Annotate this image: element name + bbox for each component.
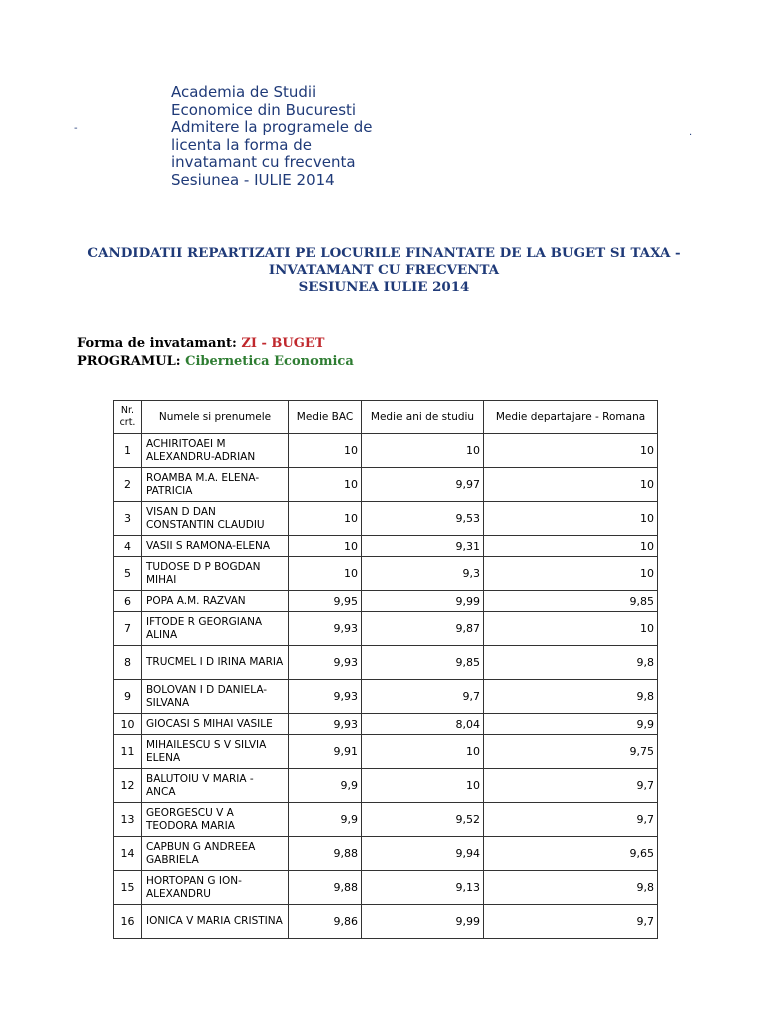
cell-bac: 10 xyxy=(289,536,362,557)
cell-ani: 9,13 xyxy=(362,871,484,905)
institution-header xyxy=(171,84,411,190)
cell-dep: 10 xyxy=(484,536,658,557)
cell-bac: 9,88 xyxy=(289,871,362,905)
cell-dep: 9,8 xyxy=(484,871,658,905)
study-form-label: Forma de invatamant: xyxy=(77,336,242,351)
cell-nr: 12 xyxy=(114,769,142,803)
cell-name: VISAN D DAN CONSTANTIN CLAUDIU xyxy=(142,502,289,536)
cell-name: GIOCASI S MIHAI VASILE xyxy=(142,714,289,735)
program xyxy=(77,354,354,369)
column-header-bac: Medie BAC xyxy=(289,401,362,434)
cell-nr: 8 xyxy=(114,646,142,680)
title-line-2: INVATAMANT CU FRECVENTA xyxy=(268,262,500,278)
header-line: Academia de Studii xyxy=(171,83,317,101)
table-header-row xyxy=(114,401,658,434)
study-form xyxy=(77,336,324,351)
cell-dep: 9,75 xyxy=(484,735,658,769)
study-form-value: ZI - BUGET xyxy=(241,336,325,351)
cell-dep: 9,8 xyxy=(484,680,658,714)
cell-dep: 9,85 xyxy=(484,591,658,612)
cell-dep: 10 xyxy=(484,468,658,502)
cell-name: IONICA V MARIA CRISTINA xyxy=(142,905,289,939)
table-row xyxy=(114,680,658,714)
page-title xyxy=(60,245,708,296)
cell-nr: 6 xyxy=(114,591,142,612)
cell-ani: 9,85 xyxy=(362,646,484,680)
cell-nr: 2 xyxy=(114,468,142,502)
header-line: Sesiunea - IULIE 2014 xyxy=(171,170,335,189)
cell-name: TRUCMEL I D IRINA MARIA xyxy=(142,646,289,680)
cell-name: HORTOPAN G ION-ALEXANDRU xyxy=(142,871,289,905)
table-row xyxy=(114,434,658,468)
cell-ani: 9,53 xyxy=(362,502,484,536)
cell-name: BOLOVAN I D DANIELA-SILVANA xyxy=(142,680,289,714)
cell-bac: 9,9 xyxy=(289,803,362,837)
cell-nr: 7 xyxy=(114,612,142,646)
cell-bac: 9,9 xyxy=(289,769,362,803)
table-row xyxy=(114,735,658,769)
cell-bac: 10 xyxy=(289,434,362,468)
table-row xyxy=(114,557,658,591)
cell-name: MIHAILESCU S V SILVIA ELENA xyxy=(142,735,289,769)
cell-nr: 4 xyxy=(114,536,142,557)
title-line-1: CANDIDATII REPARTIZATI PE LOCURILE FINANTATE DE LA BUGET SI TAXA - xyxy=(87,245,681,261)
cell-name: POPA A.M. RAZVAN xyxy=(142,591,289,612)
cell-ani: 9,31 xyxy=(362,536,484,557)
cell-bac: 10 xyxy=(289,502,362,536)
cell-dep: 9,65 xyxy=(484,837,658,871)
cell-dep: 10 xyxy=(484,502,658,536)
cell-bac: 9,93 xyxy=(289,612,362,646)
cell-bac: 10 xyxy=(289,468,362,502)
cell-dep: 9,8 xyxy=(484,646,658,680)
cell-name: IFTODE R GEORGIANA ALINA xyxy=(142,612,289,646)
cell-ani: 9,97 xyxy=(362,468,484,502)
header-line: licenta la forma de xyxy=(171,135,312,154)
cell-dep: 9,7 xyxy=(484,905,658,939)
cell-dep: 9,7 xyxy=(484,803,658,837)
cell-dep: 9,7 xyxy=(484,769,658,803)
cell-name: CAPBUN G ANDREEA GABRIELA xyxy=(142,837,289,871)
cell-ani: 9,99 xyxy=(362,591,484,612)
cell-bac: 9,93 xyxy=(289,714,362,735)
table-row xyxy=(114,536,658,557)
cell-name: ROAMBA M.A. ELENA-PATRICIA xyxy=(142,468,289,502)
cell-nr: 14 xyxy=(114,837,142,871)
table-row xyxy=(114,837,658,871)
cell-bac: 9,86 xyxy=(289,905,362,939)
cell-nr: 1 xyxy=(114,434,142,468)
column-header-nr: Nr. crt. xyxy=(114,401,142,434)
cell-nr: 13 xyxy=(114,803,142,837)
cell-bac: 9,93 xyxy=(289,680,362,714)
cell-nr: 10 xyxy=(114,714,142,735)
table-row xyxy=(114,612,658,646)
cell-nr: 11 xyxy=(114,735,142,769)
cell-ani: 9,3 xyxy=(362,557,484,591)
cell-ani: 10 xyxy=(362,735,484,769)
program-label: PROGRAMUL: xyxy=(77,354,186,369)
cell-name: BALUTOIU V MARIA - ANCA xyxy=(142,769,289,803)
table-row xyxy=(114,646,658,680)
program-value: Cibernetica Economica xyxy=(185,354,354,369)
cell-ani: 8,04 xyxy=(362,714,484,735)
cell-nr: 16 xyxy=(114,905,142,939)
table-row xyxy=(114,714,658,735)
table-row xyxy=(114,803,658,837)
header-line: Admitere la programele de xyxy=(171,118,373,137)
cell-dep: 10 xyxy=(484,434,658,468)
column-header-name: Numele si prenumele xyxy=(142,401,289,434)
table-row xyxy=(114,871,658,905)
table-row xyxy=(114,502,658,536)
table-row xyxy=(114,905,658,939)
cell-name: VASII S RAMONA-ELENA xyxy=(142,536,289,557)
cell-ani: 9,7 xyxy=(362,680,484,714)
cell-bac: 10 xyxy=(289,557,362,591)
cell-bac: 9,88 xyxy=(289,837,362,871)
cell-ani: 10 xyxy=(362,434,484,468)
cell-name: TUDOSE D P BOGDAN MIHAI xyxy=(142,557,289,591)
table-row xyxy=(114,769,658,803)
header-line: Economice din Bucuresti xyxy=(171,100,357,119)
cell-ani: 9,87 xyxy=(362,612,484,646)
cell-ani: 9,94 xyxy=(362,837,484,871)
table-row xyxy=(114,468,658,502)
cell-bac: 9,91 xyxy=(289,735,362,769)
header-dash-mark: - xyxy=(74,123,78,134)
cell-nr: 3 xyxy=(114,502,142,536)
cell-name: ACHIRITOAEI M ALEXANDRU-ADRIAN xyxy=(142,434,289,468)
cell-ani: 10 xyxy=(362,769,484,803)
header-line: invatamant cu frecventa xyxy=(171,153,356,172)
title-line-3: SESIUNEA IULIE 2014 xyxy=(298,279,470,295)
cell-nr: 9 xyxy=(114,680,142,714)
cell-ani: 9,52 xyxy=(362,803,484,837)
cell-dep: 9,9 xyxy=(484,714,658,735)
table-row xyxy=(114,591,658,612)
cell-dep: 10 xyxy=(484,612,658,646)
cell-nr: 15 xyxy=(114,871,142,905)
header-dot-mark: . xyxy=(689,127,693,138)
cell-dep: 10 xyxy=(484,557,658,591)
cell-name: GEORGESCU V A TEODORA MARIA xyxy=(142,803,289,837)
cell-nr: 5 xyxy=(114,557,142,591)
cell-ani: 9,99 xyxy=(362,905,484,939)
column-header-ani: Medie ani de studiu xyxy=(362,401,484,434)
results-table xyxy=(113,400,658,939)
cell-bac: 9,95 xyxy=(289,591,362,612)
column-header-dep: Medie departajare - Romana xyxy=(484,401,658,434)
cell-bac: 9,93 xyxy=(289,646,362,680)
